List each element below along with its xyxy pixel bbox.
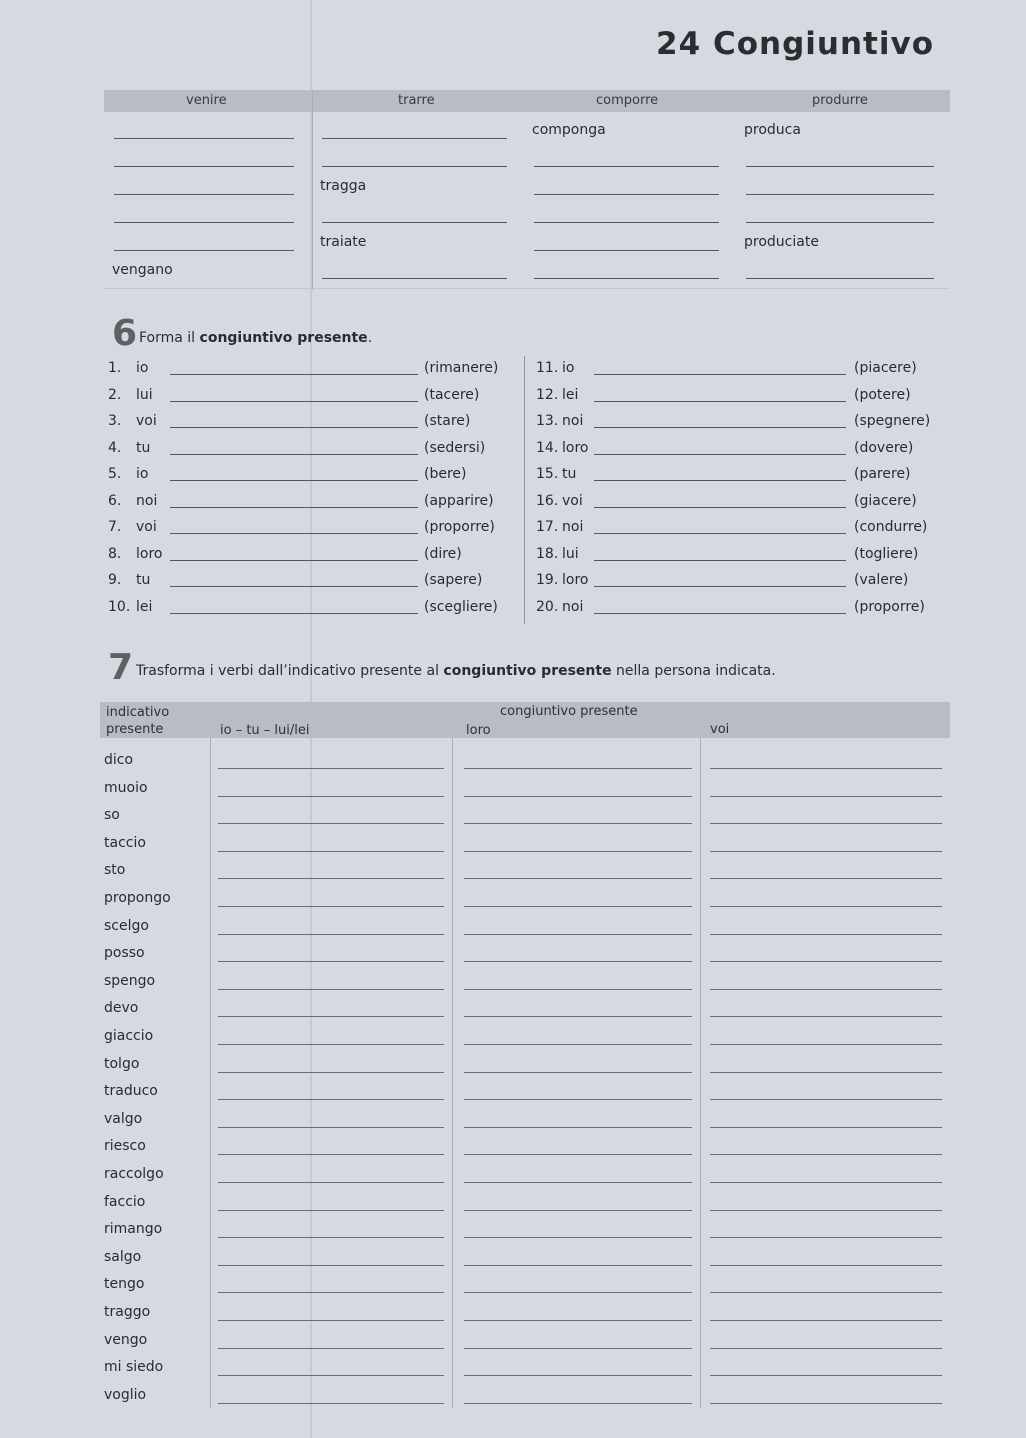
header-indicativo: indicativo [106, 705, 170, 720]
header-congiuntivo: congiuntivo presente [500, 704, 638, 719]
page-title: 24 Congiuntivo [656, 26, 934, 62]
answer-line-voi[interactable] [710, 1196, 942, 1211]
item-person: noi [562, 519, 584, 535]
exercise-item [536, 413, 936, 435]
item-person: noi [562, 413, 584, 429]
answer-line-voi[interactable] [710, 754, 942, 769]
item-number: 9. [108, 572, 122, 588]
answer-line-loro[interactable] [464, 1113, 692, 1128]
answer-line-voi[interactable] [710, 892, 942, 907]
answer-line[interactable] [170, 599, 418, 614]
answer-line-io[interactable] [218, 1058, 444, 1073]
answer-line-voi[interactable] [710, 1278, 942, 1293]
answer-line-io[interactable] [218, 754, 444, 769]
answer-blank[interactable] [322, 148, 507, 167]
answer-line-voi[interactable] [710, 947, 942, 962]
answer-line-io[interactable] [218, 1030, 444, 1045]
instruction-end: . [367, 330, 373, 346]
indicative-verb: salgo [104, 1248, 142, 1265]
table-row [100, 1192, 950, 1218]
item-person: voi [562, 492, 583, 509]
table-bottom-border [104, 288, 950, 289]
exercise-7-instruction [136, 663, 776, 679]
indicative-verb: vengo [104, 1331, 148, 1348]
table-row [100, 998, 950, 1024]
indicative-verb: devo [104, 1000, 139, 1017]
answer-line-voi[interactable] [710, 975, 942, 990]
answer-line-loro[interactable] [464, 1030, 692, 1045]
answer-line[interactable] [594, 493, 846, 508]
infinitive-hint: (proporre) [424, 519, 495, 535]
item-person: voi [136, 413, 157, 429]
answer-line-io[interactable] [218, 1251, 444, 1266]
conjugation-cell: produca [744, 122, 801, 138]
header-presente: presente [106, 722, 164, 737]
answer-line[interactable] [594, 387, 846, 402]
indicative-verb: valgo [104, 1110, 143, 1127]
table-row [100, 1164, 950, 1190]
answer-line[interactable] [170, 572, 418, 587]
answer-line-loro[interactable] [464, 975, 692, 990]
item-number: 17. [536, 519, 559, 535]
answer-line-io[interactable] [218, 1002, 444, 1017]
item-number: 3. [108, 413, 122, 429]
exercise-item [536, 360, 936, 382]
answer-line-io[interactable] [218, 809, 444, 824]
answer-line[interactable] [594, 440, 846, 455]
item-number: 19. [536, 572, 559, 588]
item-person: tu [562, 466, 577, 482]
exercise-item [108, 572, 508, 594]
exercise-item [536, 572, 936, 594]
table-row [100, 805, 950, 831]
answer-blank[interactable] [322, 120, 507, 139]
infinitive-hint: (bere) [424, 466, 467, 482]
answer-line-loro[interactable] [464, 864, 692, 879]
answer-line[interactable] [170, 493, 418, 508]
table-row [100, 1302, 950, 1328]
answer-line-io[interactable] [218, 1389, 444, 1404]
answer-blank[interactable] [114, 204, 294, 223]
indicative-verb: riesco [104, 1138, 146, 1155]
answer-line-io[interactable] [218, 892, 444, 907]
indicative-verb: mi siedo [104, 1359, 164, 1376]
table-row [100, 1219, 950, 1245]
column-divider [312, 90, 313, 290]
item-number: 11. [536, 360, 559, 376]
indicative-verb: taccio [104, 834, 146, 851]
answer-line-io[interactable] [218, 1334, 444, 1349]
infinitive-hint: (scegliere) [424, 598, 498, 615]
instruction-bold: congiuntivo presente [443, 663, 612, 679]
answer-line-io[interactable] [218, 920, 444, 935]
item-person: loro [562, 572, 589, 588]
answer-line-voi[interactable] [710, 1113, 942, 1128]
answer-line-voi[interactable] [710, 1030, 942, 1045]
exercise-item [536, 519, 936, 541]
answer-line-loro[interactable] [464, 837, 692, 852]
infinitive-hint: (sapere) [424, 572, 483, 588]
indicative-verb: spengo [104, 972, 156, 989]
answer-line-voi[interactable] [710, 1334, 942, 1349]
exercise-item [108, 360, 508, 382]
table-row [100, 1109, 950, 1135]
answer-blank[interactable] [746, 148, 934, 167]
infinitive-hint: (spegnere) [854, 413, 931, 429]
exercise-item [108, 493, 508, 515]
table-row [100, 860, 950, 886]
answer-line-loro[interactable] [464, 1389, 692, 1404]
answer-line-loro[interactable] [464, 920, 692, 935]
answer-line-io[interactable] [218, 1168, 444, 1183]
infinitive-hint: (parere) [854, 466, 911, 482]
table-row [100, 1247, 950, 1273]
item-number: 20. [536, 598, 559, 615]
answer-line-io[interactable] [218, 1278, 444, 1293]
instruction-text: Trasforma i verbi dall’indicativo presente al [136, 663, 439, 679]
item-person: lei [562, 386, 579, 403]
exercise-item [108, 546, 508, 568]
conjugation-cell: tragga [320, 178, 367, 194]
exercise-item [108, 387, 508, 409]
table-row [100, 971, 950, 997]
header-io-tu-lui: io – tu – lui/lei [220, 723, 310, 738]
conjugation-table-header [104, 90, 950, 112]
indicative-verb: dico [104, 752, 134, 768]
answer-line[interactable] [594, 572, 846, 587]
exercise-6-divider [524, 356, 525, 624]
item-number: 16. [536, 492, 559, 509]
answer-line-loro[interactable] [464, 754, 692, 769]
indicative-verb: traduco [104, 1083, 158, 1100]
item-person: tu [136, 439, 151, 456]
answer-line-loro[interactable] [464, 1085, 692, 1100]
header-loro: loro [466, 723, 491, 738]
answer-blank[interactable] [534, 148, 719, 167]
answer-blank[interactable] [534, 260, 719, 279]
table-row [100, 833, 950, 859]
answer-line-io[interactable] [218, 1085, 444, 1100]
item-person: io [136, 466, 149, 482]
answer-line-loro[interactable] [464, 1140, 692, 1155]
conjugation-cell: produciate [744, 234, 819, 250]
item-person: loro [136, 545, 163, 562]
header-voi: voi [710, 722, 730, 737]
answer-line-loro[interactable] [464, 1361, 692, 1376]
indicative-verb: muoio [104, 779, 148, 796]
answer-line-io[interactable] [218, 1113, 444, 1128]
answer-line-loro[interactable] [464, 892, 692, 907]
answer-line-loro[interactable] [464, 947, 692, 962]
answer-line[interactable] [170, 413, 418, 428]
answer-line-voi[interactable] [710, 1306, 942, 1321]
answer-line[interactable] [170, 519, 418, 534]
indicative-verb: posso [104, 945, 145, 962]
item-number: 8. [108, 545, 122, 562]
item-person: noi [562, 598, 584, 615]
answer-line-voi[interactable] [710, 1223, 942, 1238]
header-comporre: comporre [596, 93, 659, 108]
answer-line-voi[interactable] [710, 809, 942, 824]
answer-line-voi[interactable] [710, 1389, 942, 1404]
conjugation-cell: vengano [112, 262, 173, 278]
answer-line-io[interactable] [218, 1306, 444, 1321]
answer-line-loro[interactable] [464, 1002, 692, 1017]
exercise-item [108, 466, 508, 488]
answer-blank[interactable] [322, 260, 507, 279]
conjugation-cell: traiate [320, 234, 367, 250]
table-row [100, 750, 950, 776]
item-number: 4. [108, 439, 122, 456]
item-number: 18. [536, 545, 559, 562]
item-number: 13. [536, 413, 559, 429]
indicative-verb: tengo [104, 1276, 145, 1293]
item-person: io [136, 360, 149, 376]
item-person: lui [136, 386, 153, 403]
exercise-item [108, 413, 508, 435]
instruction-end: nella persona indicata. [616, 663, 776, 679]
answer-blank[interactable] [534, 232, 719, 251]
indicative-verb: propongo [104, 890, 171, 906]
answer-blank[interactable] [746, 176, 934, 195]
item-person: lei [136, 598, 153, 615]
indicative-verb: faccio [104, 1193, 146, 1210]
conjugation-table [104, 90, 950, 290]
item-person: tu [136, 572, 151, 588]
answer-line[interactable] [594, 466, 846, 481]
answer-line-io[interactable] [218, 782, 444, 797]
answer-blank[interactable] [114, 232, 294, 251]
table-row [100, 1026, 950, 1052]
item-number: 7. [108, 519, 122, 535]
exercise-item [108, 519, 508, 541]
answer-line[interactable] [594, 360, 846, 375]
table-row [100, 1054, 950, 1080]
answer-line-loro[interactable] [464, 1251, 692, 1266]
answer-line[interactable] [594, 599, 846, 614]
answer-line-io[interactable] [218, 864, 444, 879]
exercise-item [536, 387, 936, 409]
infinitive-hint: (dire) [424, 545, 462, 562]
answer-line-io[interactable] [218, 1361, 444, 1376]
item-person: noi [136, 492, 158, 509]
transformation-table-header [100, 702, 950, 738]
table-row [100, 778, 950, 804]
answer-blank[interactable] [114, 148, 294, 167]
answer-line[interactable] [170, 387, 418, 402]
item-number: 12. [536, 386, 559, 403]
answer-line-voi[interactable] [710, 1251, 942, 1266]
answer-line-voi[interactable] [710, 1168, 942, 1183]
answer-blank[interactable] [746, 260, 934, 279]
item-number: 6. [108, 492, 122, 509]
exercise-item [536, 546, 936, 568]
exercise-7-number: 7 [108, 647, 134, 688]
header-produrre: produrre [812, 93, 868, 108]
answer-line[interactable] [170, 546, 418, 561]
table-row [100, 1385, 950, 1411]
answer-line[interactable] [594, 519, 846, 534]
exercise-item [108, 440, 508, 462]
infinitive-hint: (proporre) [854, 598, 925, 615]
exercise-item [536, 599, 936, 621]
item-person: lui [562, 545, 579, 562]
answer-line-voi[interactable] [710, 1140, 942, 1155]
table-row [100, 1274, 950, 1300]
infinitive-hint: (rimanere) [424, 360, 499, 376]
answer-line-voi[interactable] [710, 782, 942, 797]
infinitive-hint: (potere) [854, 386, 911, 403]
header-trarre: trarre [398, 93, 435, 108]
exercise-6-instruction [139, 330, 372, 346]
table-row [100, 888, 950, 914]
item-number: 1. [108, 360, 122, 376]
indicative-verb: rimango [104, 1221, 163, 1238]
answer-line-loro[interactable] [464, 1196, 692, 1211]
answer-blank[interactable] [534, 176, 719, 195]
instruction-text: Forma il [139, 330, 196, 346]
answer-line[interactable] [594, 546, 846, 561]
infinitive-hint: (togliere) [854, 545, 919, 562]
indicative-verb: traggo [104, 1304, 151, 1320]
answer-line-voi[interactable] [710, 837, 942, 852]
item-person: loro [562, 439, 589, 456]
infinitive-hint: (condurre) [854, 519, 928, 535]
answer-line-io[interactable] [218, 975, 444, 990]
answer-blank[interactable] [114, 120, 294, 139]
answer-blank[interactable] [114, 176, 294, 195]
answer-blank[interactable] [534, 204, 719, 223]
answer-line-loro[interactable] [464, 1334, 692, 1349]
item-number: 15. [536, 466, 559, 482]
answer-blank[interactable] [322, 204, 507, 223]
exercise-item [536, 466, 936, 488]
answer-line-loro[interactable] [464, 1223, 692, 1238]
answer-line-voi[interactable] [710, 1361, 942, 1376]
exercise-item [536, 440, 936, 462]
answer-line-io[interactable] [218, 837, 444, 852]
exercise-6-number: 6 [112, 313, 138, 354]
indicative-verb: raccolgo [104, 1166, 164, 1182]
exercise-item [536, 493, 936, 515]
answer-line-loro[interactable] [464, 1278, 692, 1293]
instruction-bold: congiuntivo presente [199, 330, 368, 346]
exercise-item [108, 599, 508, 621]
indicative-verb: scelgo [104, 917, 149, 934]
item-number: 10. [108, 598, 131, 615]
infinitive-hint: (apparire) [424, 492, 494, 509]
indicative-verb: sto [104, 862, 126, 879]
answer-line-voi[interactable] [710, 1058, 942, 1073]
infinitive-hint: (valere) [854, 572, 909, 588]
answer-blank[interactable] [746, 204, 934, 223]
infinitive-hint: (giacere) [854, 492, 917, 509]
answer-line-voi[interactable] [710, 1085, 942, 1100]
answer-line-loro[interactable] [464, 1168, 692, 1183]
item-number: 14. [536, 439, 559, 456]
indicative-verb: so [104, 807, 120, 824]
answer-line-voi[interactable] [710, 920, 942, 935]
infinitive-hint: (sedersi) [424, 439, 486, 456]
answer-line-loro[interactable] [464, 1058, 692, 1073]
infinitive-hint: (piacere) [854, 360, 917, 376]
answer-line-io[interactable] [218, 1196, 444, 1211]
indicative-verb: tolgo [104, 1055, 140, 1072]
answer-line[interactable] [170, 360, 418, 375]
infinitive-hint: (stare) [424, 413, 471, 429]
answer-line-loro[interactable] [464, 782, 692, 797]
table-row [100, 1357, 950, 1383]
item-number: 5. [108, 466, 122, 482]
infinitive-hint: (dovere) [854, 439, 914, 456]
answer-line-voi[interactable] [710, 864, 942, 879]
answer-line-io[interactable] [218, 1223, 444, 1238]
table-row [100, 1330, 950, 1356]
indicative-verb: voglio [104, 1386, 147, 1403]
table-row [100, 1136, 950, 1162]
infinitive-hint: (tacere) [424, 386, 480, 403]
item-number: 2. [108, 386, 122, 403]
table-row [100, 943, 950, 969]
table-row [100, 916, 950, 942]
answer-line-voi[interactable] [710, 1002, 942, 1017]
answer-line[interactable] [170, 466, 418, 481]
item-person: voi [136, 519, 157, 535]
answer-line-io[interactable] [218, 947, 444, 962]
conjugation-cell: componga [532, 122, 606, 138]
answer-line[interactable] [594, 413, 846, 428]
answer-line-loro[interactable] [464, 809, 692, 824]
answer-line-loro[interactable] [464, 1306, 692, 1321]
answer-line-io[interactable] [218, 1140, 444, 1155]
answer-line[interactable] [170, 440, 418, 455]
header-venire: venire [186, 93, 227, 108]
indicative-verb: giaccio [104, 1028, 154, 1044]
table-row [100, 1081, 950, 1107]
item-person: io [562, 360, 575, 376]
